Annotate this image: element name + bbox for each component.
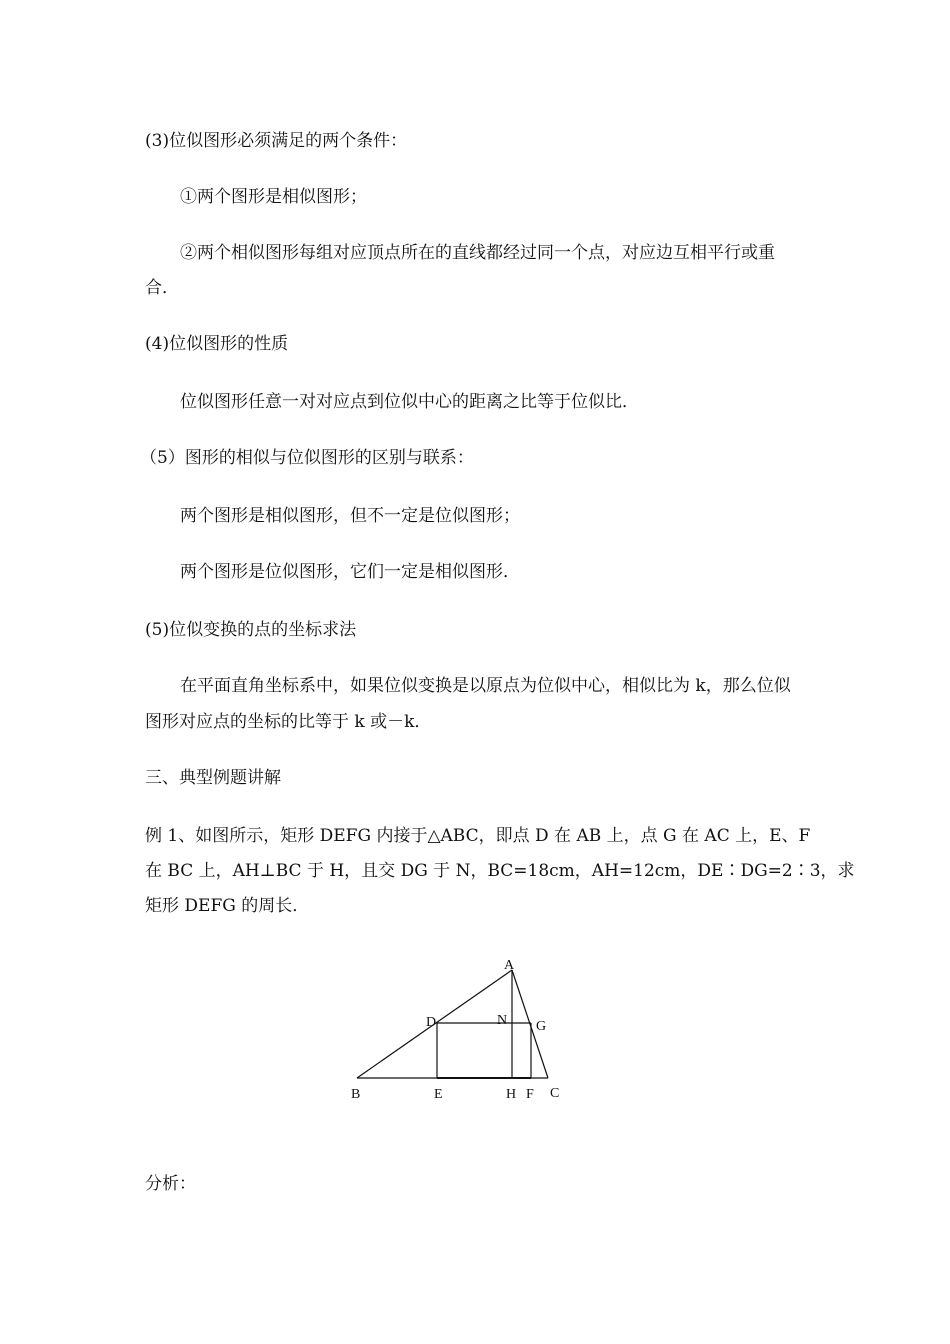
- triangle-rectangle-figure: [330, 950, 590, 1110]
- label-a: A: [504, 958, 515, 973]
- coordinate-text-line-1: 在平面直角坐标系中，如果位似变换是以原点为位似中心，相似比为 k，那么位似: [180, 676, 791, 696]
- relation-1: 两个图形是相似图形，但不一定是位似图形；: [180, 506, 520, 526]
- condition-1: ①两个图形是相似图形；: [180, 187, 367, 207]
- condition-2-line-2: 合．: [145, 278, 179, 298]
- label-n: N: [497, 1013, 508, 1028]
- label-f: F: [526, 1087, 534, 1102]
- label-e: E: [434, 1087, 443, 1102]
- heading-homothety-conditions: (3)位似图形必须满足的两个条件：: [145, 131, 408, 151]
- heading-homothety-properties: (4)位似图形的性质: [145, 334, 289, 354]
- label-d: D: [426, 1015, 437, 1030]
- example-1-line-2: 在 BC 上，AH⊥BC 于 H，且交 DG 于 N，BC=18cm，AH=12cm，DE∶DG=2∶3，求: [145, 861, 855, 881]
- example-1-line-1: 例 1、如图所示，矩形 DEFG 内接于△ABC，即点 D 在 AB 上，点 G 在 AC 上，E、F: [145, 826, 811, 846]
- relation-2: 两个图形是位似图形，它们一定是相似图形．: [180, 562, 520, 582]
- analysis-label: 分析：: [145, 1174, 196, 1194]
- heading-difference-relation: （5）图形的相似与位似图形的区别与联系：: [140, 448, 474, 468]
- label-b: B: [351, 1087, 361, 1102]
- label-h: H: [506, 1087, 517, 1102]
- heading-coordinate-method: (5)位似变换的点的坐标求法: [145, 620, 357, 640]
- property-text: 位似图形任意一对对应点到位似中心的距离之比等于位似比．: [180, 392, 639, 412]
- label-g: G: [536, 1019, 547, 1034]
- example-1-line-3: 矩形 DEFG 的周长．: [145, 896, 310, 916]
- section-heading-examples: 三、典型例题讲解: [145, 768, 281, 788]
- condition-2-line-1: ②两个相似图形每组对应顶点所在的直线都经过同一个点，对应边互相平行或重: [180, 243, 775, 263]
- coordinate-text-line-2: 图形对应点的坐标的比等于 k 或－k．: [145, 712, 432, 732]
- label-c: C: [550, 1086, 560, 1101]
